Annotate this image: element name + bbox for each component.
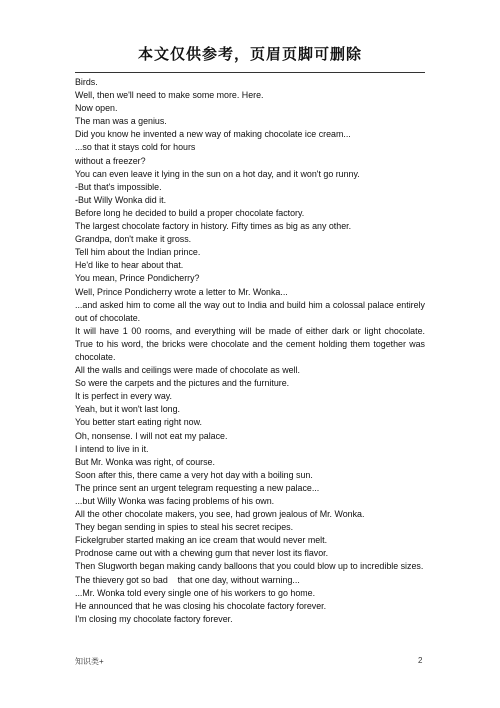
page-number: 2 (418, 656, 423, 665)
text-line: Oh, nonsense. I will not eat my palace. (75, 430, 228, 441)
text-line: Fickelgruber started making an ice cream that would never melt. (75, 535, 328, 546)
text-line: Soon after this, there came a very hot day with a boiling sun. (75, 469, 313, 480)
text-line: I'm closing my chocolate factory forever. (75, 613, 233, 624)
text-line: They began sending in spies to steal his secret recipes. (75, 522, 294, 533)
text-line: You can even leave it lying in the sun on a hot day, and it won't go runny. (75, 168, 360, 179)
text-line: You better start eating right now. (75, 417, 202, 428)
text-line: ...so that it stays cold for hours (75, 142, 196, 153)
text-line: -But Willy Wonka did it. (75, 194, 167, 205)
text-line: All the walls and ceilings were made of chocolate as well. (75, 365, 300, 376)
text-line: ...but Willy Wonka was facing problems of his own. (75, 496, 275, 506)
text-line: -But that's impossible. (75, 181, 162, 192)
text-line: Birds. (75, 77, 98, 87)
text-line: Now open. (75, 103, 118, 114)
text-paragraph: Then Slugworth began making candy balloons that you could blow up to incredible sizes. (75, 561, 424, 572)
text-line: You mean, Prince Pondicherry? (75, 273, 200, 284)
text-line: Well, then we'll need to make some more. Here. (75, 90, 264, 101)
text-line: Yeah, but it won't last long. (75, 404, 180, 415)
text-line: I intend to live in it. (75, 443, 149, 454)
text-line: Tell him about the Indian prince. (75, 247, 201, 258)
text-line: ...Mr. Wonka told every single one of his workers to go home. (75, 587, 316, 598)
text-line: The prince sent an urgent telegram requesting a new palace... (75, 482, 320, 493)
transcript-body (75, 76, 425, 626)
text-line: Before long he decided to build a proper chocolate factory. (75, 207, 305, 218)
text-line: The largest chocolate factory in history. Fifty times as big as any other. (75, 221, 352, 232)
text-line: Did you know he invented a new way of making chocolate ice cream... (75, 129, 351, 140)
text-line: without a freezer? (75, 155, 146, 166)
text-line: It will have 1 00 rooms, and everything will be made of either dark or light chocolate. (75, 325, 425, 336)
text-line: He announced that he was closing his chocolate factory forever. (75, 600, 327, 611)
text-line: All the other chocolate makers, you see, had grown jealous of Mr. Wonka. (75, 509, 365, 520)
text-line: It is perfect in every way. (75, 391, 172, 402)
text-line: Grandpa, don't make it gross. (75, 234, 192, 245)
text-line: Well, Prince Pondicherry wrote a letter to Mr. Wonka... (75, 286, 288, 297)
page-header: 本文仅供参考，页眉页脚可删除 (137, 45, 362, 63)
text-paragraph: ...and asked him to come all the way out to India and build him a colossal palace entirely out of chocolate. (75, 299, 425, 323)
text-paragraph: True to his word, the bricks were chocolate and the cement holding them together was chocolate. (75, 338, 425, 362)
text-line: The man was a genius. (75, 116, 167, 127)
text-line: The thievery got so bad that one day, without warning... (75, 574, 300, 585)
text-line: So were the carpets and the pictures and the furniture. (75, 378, 290, 389)
text-line: He'd like to hear about that. (75, 260, 184, 271)
text-line: But Mr. Wonka was right, of course. (75, 456, 215, 467)
header-rule (75, 72, 425, 73)
footer-label: 知识类+ (75, 657, 104, 666)
text-line: Prodnose came out with a chewing gum that never lost its flavor. (75, 548, 329, 559)
